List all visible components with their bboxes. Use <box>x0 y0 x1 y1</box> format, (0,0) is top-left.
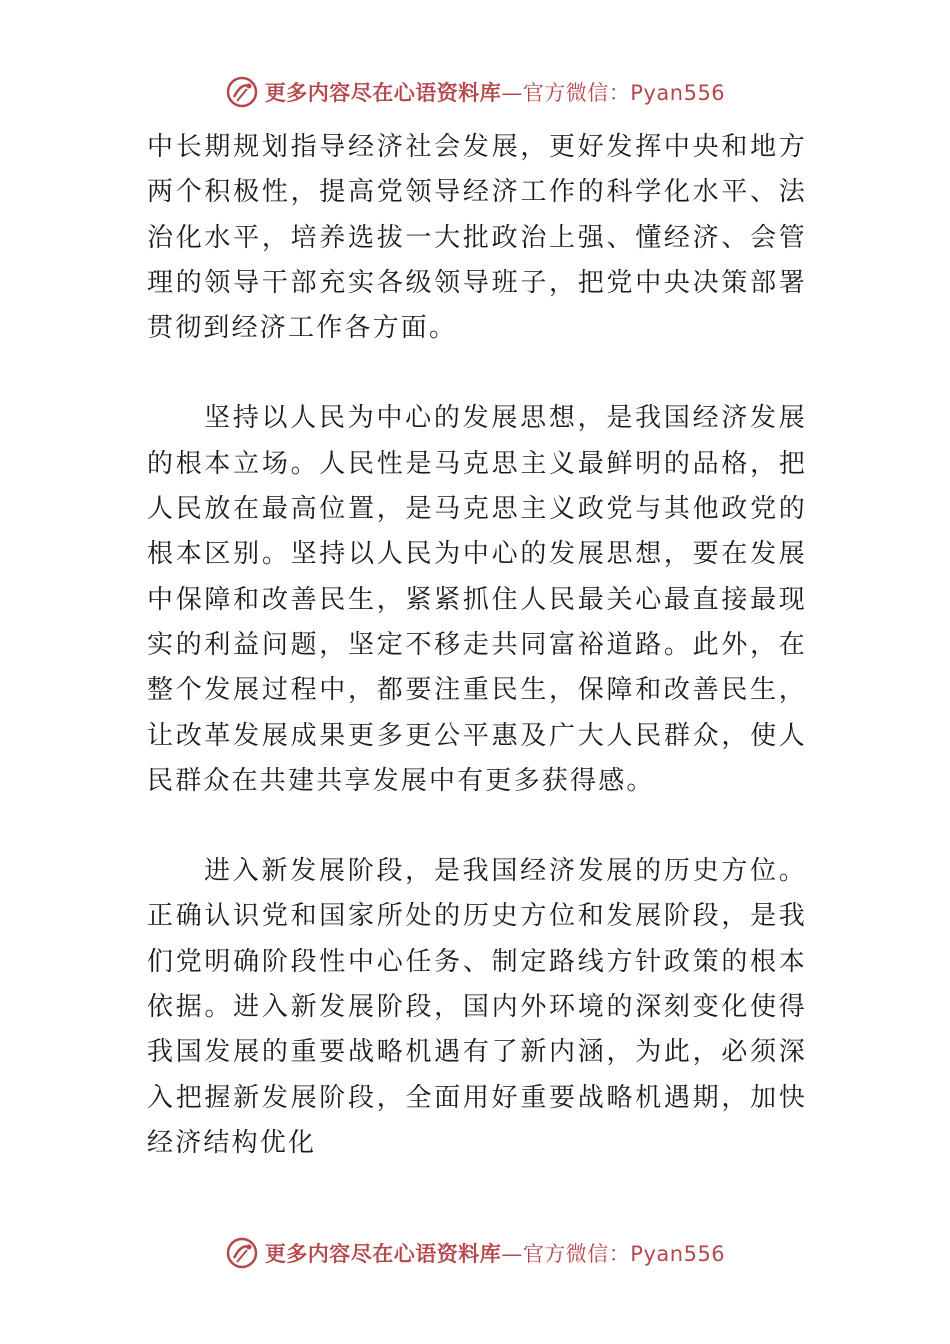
footer-banner-text <box>265 1238 725 1268</box>
footer-banner-main: 更多内容尽在心语资料库 <box>264 1241 502 1266</box>
paragraph-2: 坚持以人民为中心的发展思想，是我国经济发展的根本立场。人民性是马克思主义最鲜明的品格，把人民放在最高位置，是马克思主义政党与其他政党的根本区别。坚持以人民为中心的发展思想，要在发展中保障和改善民生，紧紧抓住人民最关心最直接最现实的利益问题，坚定不移走共同富裕道路。此外，在整个发展过程中，都要注重民生，保障和改善民生，让改革发展成果更多更公平惠及广大人民群众，使人民群众在共建共享发展中有更多获得感。 <box>147 403 807 796</box>
document-body <box>147 125 807 1166</box>
paragraph-gap <box>147 351 807 396</box>
library-logo-icon <box>225 1236 259 1270</box>
header-banner-rest: —官方微信：Pyan556 <box>501 81 726 105</box>
header-banner-main: 更多内容尽在心语资料库 <box>264 80 502 105</box>
header-banner <box>0 72 950 112</box>
paragraph-1: 中长期规划指导经济社会发展，更好发挥中央和地方两个积极性，提高党领导经济工作的科学化水平、法治化水平，培养选拔一大批政治上强、懂经济、会管理的领导干部充实各级领导班子，把党中央决策部署贯彻到经济工作各方面。 <box>147 132 807 344</box>
footer-banner-rest: —官方微信：Pyan556 <box>501 1242 726 1266</box>
paragraph-3: 进入新发展阶段，是我国经济发展的历史方位。正确认识党和国家所处的历史方位和发展阶段，是我们党明确阶段性中心任务、制定路线方针政策的根本依据。进入新发展阶段，国内外环境的深刻变化使得我国发展的重要战略机遇有了新内涵，为此，必须深入把握新发展阶段，全面用好重要战略机遇期，加快经济结构优化 <box>147 856 807 1158</box>
library-logo-icon <box>225 75 259 109</box>
paragraph-gap <box>147 804 807 849</box>
footer-banner <box>0 1233 950 1273</box>
header-banner-text <box>265 77 725 107</box>
